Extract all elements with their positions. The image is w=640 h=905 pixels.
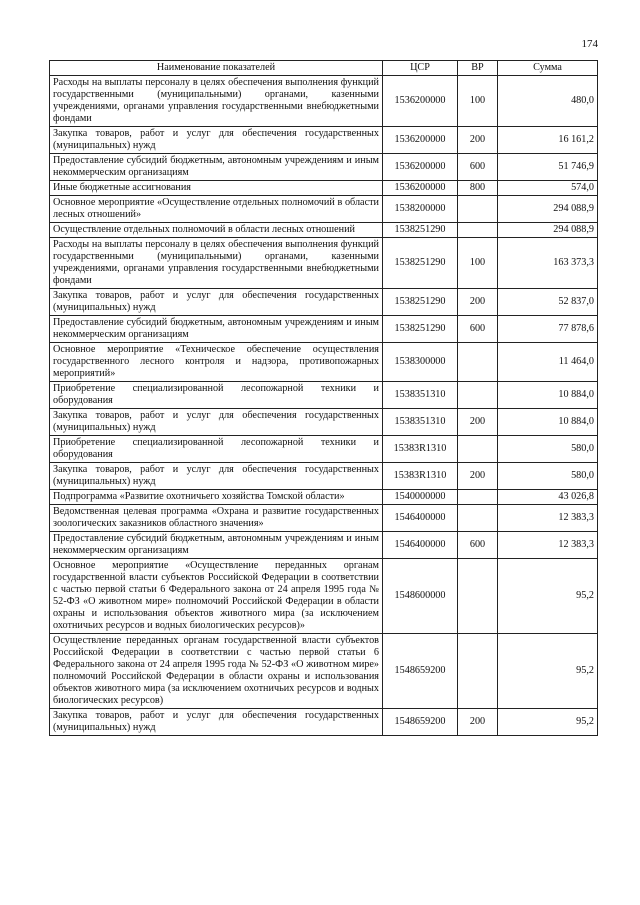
- row-sum-cell: 12 383,3: [498, 505, 598, 532]
- table-row: [50, 343, 598, 382]
- row-vr-cell: [458, 382, 498, 409]
- row-vr-cell: [458, 343, 498, 382]
- table-row: [50, 238, 598, 289]
- row-sum-cell: 10 884,0: [498, 382, 598, 409]
- row-vr-cell: 200: [458, 709, 498, 736]
- table-row: [50, 505, 598, 532]
- table-row: [50, 289, 598, 316]
- row-vr-cell: [458, 505, 498, 532]
- row-name-cell: Расходы на выплаты персоналу в целях обеспечения выполнения функций государственными (муниципальными) органами, казенными учреждениями, органами управления государственными внебюджетными фондами: [50, 238, 383, 289]
- table-row: [50, 436, 598, 463]
- row-name-cell: Ведомственная целевая программа «Охрана и развитие государственных зоологических заказников областного значения»: [50, 505, 383, 532]
- row-csr-cell: 1538251290: [383, 238, 458, 289]
- row-sum-cell: 43 026,8: [498, 490, 598, 505]
- row-vr-cell: 200: [458, 463, 498, 490]
- row-vr-cell: 600: [458, 532, 498, 559]
- row-name-cell: Основное мероприятие «Осуществление переданных органам государственной власти субъектов Российской Федерации в соответствии с частью первой статьи 6 Федерального закона от 24 апреля 1995 года № 52-ФЗ «О животном мире» полномочий Российской Федерации в области охраны и использования объектов животного мира (за исключением охотничьих ресурсов и водных биологических ресурсов)»: [50, 559, 383, 634]
- row-csr-cell: 1536200000: [383, 127, 458, 154]
- row-vr-cell: [458, 559, 498, 634]
- row-name-cell: Приобретение специализированной лесопожарной техники и оборудования: [50, 382, 383, 409]
- row-sum-cell: 574,0: [498, 181, 598, 196]
- row-vr-cell: 100: [458, 238, 498, 289]
- table-row: [50, 127, 598, 154]
- table-row: [50, 709, 598, 736]
- row-name-cell: Приобретение специализированной лесопожарной техники и оборудования: [50, 436, 383, 463]
- row-csr-cell: 1538251290: [383, 316, 458, 343]
- table-row: [50, 223, 598, 238]
- row-sum-cell: 95,2: [498, 634, 598, 709]
- table-row: [50, 382, 598, 409]
- row-csr-cell: 1546400000: [383, 532, 458, 559]
- row-sum-cell: 51 746,9: [498, 154, 598, 181]
- row-csr-cell: 1536200000: [383, 76, 458, 127]
- row-csr-cell: 1538251290: [383, 223, 458, 238]
- table-row: [50, 463, 598, 490]
- table-row: [50, 76, 598, 127]
- page-number: 174: [581, 38, 598, 50]
- table-row: [50, 181, 598, 196]
- budget-table: [49, 60, 598, 736]
- row-sum-cell: 10 884,0: [498, 409, 598, 436]
- row-sum-cell: 294 088,9: [498, 223, 598, 238]
- row-name-cell: Осуществление отдельных полномочий в области лесных отношений: [50, 223, 383, 238]
- table-row: [50, 316, 598, 343]
- row-csr-cell: 15383R1310: [383, 436, 458, 463]
- row-sum-cell: 11 464,0: [498, 343, 598, 382]
- row-sum-cell: 163 373,3: [498, 238, 598, 289]
- row-vr-cell: [458, 436, 498, 463]
- row-sum-cell: 95,2: [498, 559, 598, 634]
- row-sum-cell: 52 837,0: [498, 289, 598, 316]
- row-sum-cell: 294 088,9: [498, 196, 598, 223]
- table-row: [50, 154, 598, 181]
- row-sum-cell: 12 383,3: [498, 532, 598, 559]
- row-csr-cell: 1538200000: [383, 196, 458, 223]
- row-sum-cell: 95,2: [498, 709, 598, 736]
- row-name-cell: Закупка товаров, работ и услуг для обеспечения государственных (муниципальных) нужд: [50, 463, 383, 490]
- header-vr: ВР: [458, 61, 498, 76]
- row-name-cell: Закупка товаров, работ и услуг для обеспечения государственных (муниципальных) нужд: [50, 409, 383, 436]
- row-sum-cell: 16 161,2: [498, 127, 598, 154]
- row-name-cell: Предоставление субсидий бюджетным, автономным учреждениям и иным некоммерческим организациям: [50, 532, 383, 559]
- row-csr-cell: 1548659200: [383, 634, 458, 709]
- row-csr-cell: 1536200000: [383, 154, 458, 181]
- row-csr-cell: 1538251290: [383, 289, 458, 316]
- row-csr-cell: 1540000000: [383, 490, 458, 505]
- table-row: [50, 490, 598, 505]
- row-vr-cell: [458, 223, 498, 238]
- table-row: [50, 634, 598, 709]
- row-vr-cell: 200: [458, 289, 498, 316]
- row-name-cell: Закупка товаров, работ и услуг для обеспечения государственных (муниципальных) нужд: [50, 709, 383, 736]
- row-vr-cell: 200: [458, 127, 498, 154]
- row-name-cell: Закупка товаров, работ и услуг для обеспечения государственных (муниципальных) нужд: [50, 127, 383, 154]
- row-vr-cell: [458, 196, 498, 223]
- row-vr-cell: 200: [458, 409, 498, 436]
- row-vr-cell: [458, 634, 498, 709]
- row-csr-cell: 1546400000: [383, 505, 458, 532]
- row-sum-cell: 480,0: [498, 76, 598, 127]
- row-csr-cell: 1538351310: [383, 409, 458, 436]
- row-vr-cell: 800: [458, 181, 498, 196]
- row-csr-cell: 1548659200: [383, 709, 458, 736]
- row-sum-cell: 580,0: [498, 436, 598, 463]
- row-name-cell: Основное мероприятие «Осуществление отдельных полномочий в области лесных отношений»: [50, 196, 383, 223]
- row-name-cell: Иные бюджетные ассигнования: [50, 181, 383, 196]
- row-name-cell: Осуществление переданных органам государственной власти субъектов Российской Федерации в соответствии с частью первой статьи 6 Федерального закона от 24 апреля 1995 года № 52-ФЗ «О животном мире» полномочий Российской Федерации в области охраны и использования объектов животного мира (за исключением охотничьих ресурсов и водных биологических ресурсов): [50, 634, 383, 709]
- row-name-cell: Закупка товаров, работ и услуг для обеспечения государственных (муниципальных) нужд: [50, 289, 383, 316]
- row-csr-cell: 1538300000: [383, 343, 458, 382]
- row-name-cell: Предоставление субсидий бюджетным, автономным учреждениям и иным некоммерческим организациям: [50, 154, 383, 181]
- header-sum: Сумма: [498, 61, 598, 76]
- table-row: [50, 196, 598, 223]
- table-row: [50, 559, 598, 634]
- table-row: [50, 409, 598, 436]
- row-vr-cell: 600: [458, 154, 498, 181]
- row-sum-cell: 77 878,6: [498, 316, 598, 343]
- row-csr-cell: 15383R1310: [383, 463, 458, 490]
- row-name-cell: Основное мероприятие «Техническое обеспечение осуществления государственного лесного контроля и надзора, противопожарных мероприятий»: [50, 343, 383, 382]
- row-vr-cell: 100: [458, 76, 498, 127]
- table-row: [50, 532, 598, 559]
- row-name-cell: Подпрограмма «Развитие охотничьего хозяйства Томской области»: [50, 490, 383, 505]
- row-csr-cell: 1538351310: [383, 382, 458, 409]
- row-sum-cell: 580,0: [498, 463, 598, 490]
- row-csr-cell: 1548600000: [383, 559, 458, 634]
- row-csr-cell: 1536200000: [383, 181, 458, 196]
- header-csr: ЦСР: [383, 61, 458, 76]
- row-name-cell: Расходы на выплаты персоналу в целях обеспечения выполнения функций государственными (муниципальными) органами, казенными учреждениями, органами управления государственными внебюджетными фондами: [50, 76, 383, 127]
- row-vr-cell: 600: [458, 316, 498, 343]
- header-name: Наименование показателей: [50, 61, 383, 76]
- row-vr-cell: [458, 490, 498, 505]
- row-name-cell: Предоставление субсидий бюджетным, автономным учреждениям и иным некоммерческим организациям: [50, 316, 383, 343]
- table-header-row: [50, 61, 598, 76]
